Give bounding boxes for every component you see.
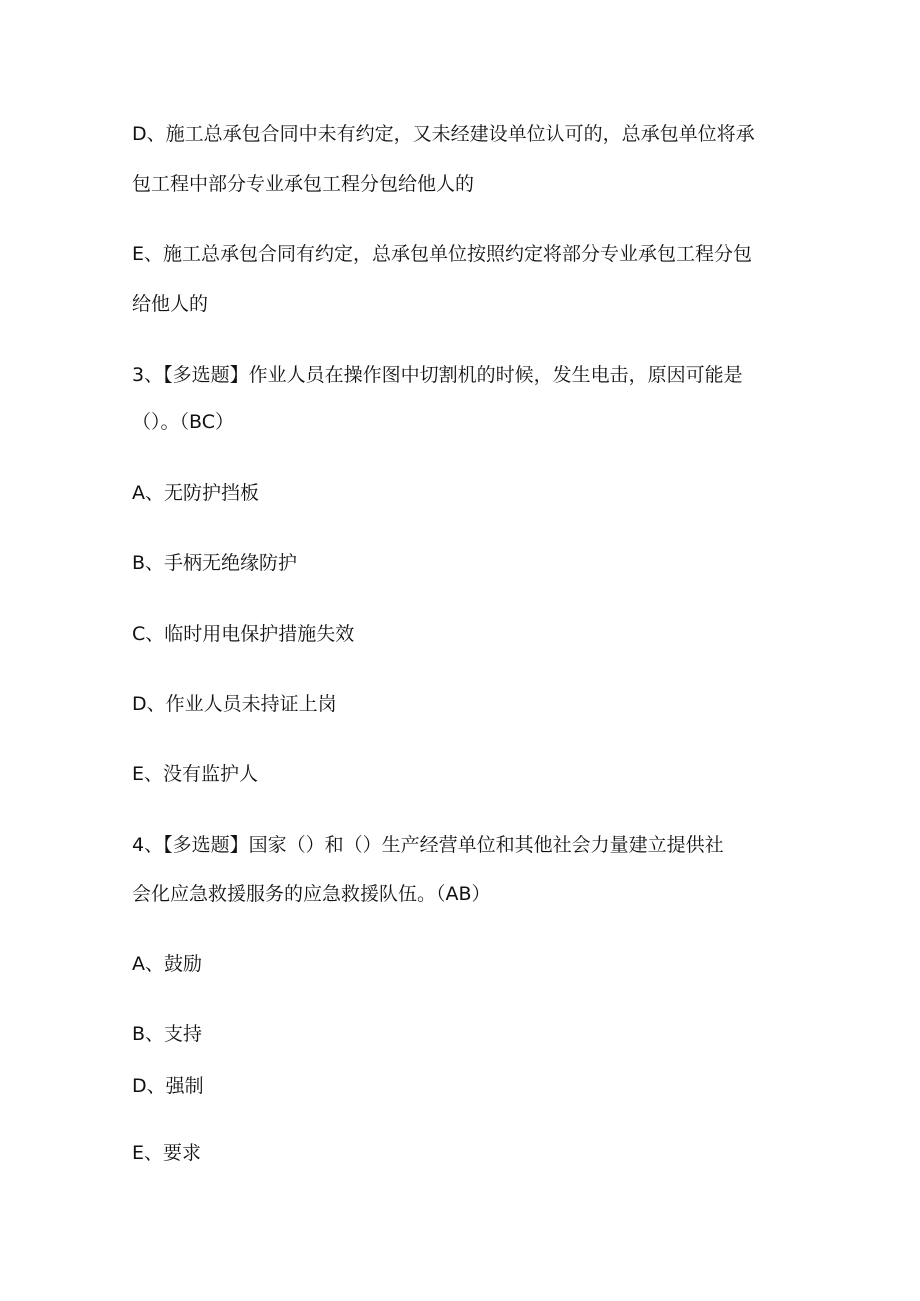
q2-option-e-line2: 给他人的: [132, 293, 209, 315]
q3-question-line2: （）。（BC）: [132, 411, 234, 433]
q3-option-a: A、无防护挡板: [132, 482, 259, 504]
q3-option-c: C、临时用电保护措施失效: [132, 623, 355, 645]
q4-question-line1: 4、【多选题】国家（）和（）生产经营单位和其他社会力量建立提供社: [132, 834, 724, 856]
q3-option-d: D、作业人员未持证上岗: [132, 693, 337, 715]
q3-option-e: E、没有监护人: [132, 763, 259, 785]
q3-option-b: B、手柄无绝缘防护: [132, 552, 298, 574]
q4-option-b: B、支持: [132, 1023, 203, 1045]
q2-option-d-line2: 包工程中部分专业承包工程分包给他人的: [132, 173, 475, 195]
q2-option-d-line1: D、施工总承包合同中未有约定，又未经建设单位认可的，总承包单位将承: [132, 123, 755, 145]
q4-option-d: D、强制: [132, 1075, 204, 1097]
q4-option-a: A、鼓励: [132, 953, 202, 975]
q4-question-line2: 会化应急救援服务的应急救援队伍。（AB）: [132, 883, 491, 905]
q3-question-line1: 3、【多选题】作业人员在操作图中切割机的时候，发生电击，原因可能是: [132, 364, 743, 386]
q2-option-e-line1: E、施工总承包合同有约定，总承包单位按照约定将部分专业承包工程分包: [132, 243, 753, 265]
q4-option-e: E、要求: [132, 1142, 202, 1164]
